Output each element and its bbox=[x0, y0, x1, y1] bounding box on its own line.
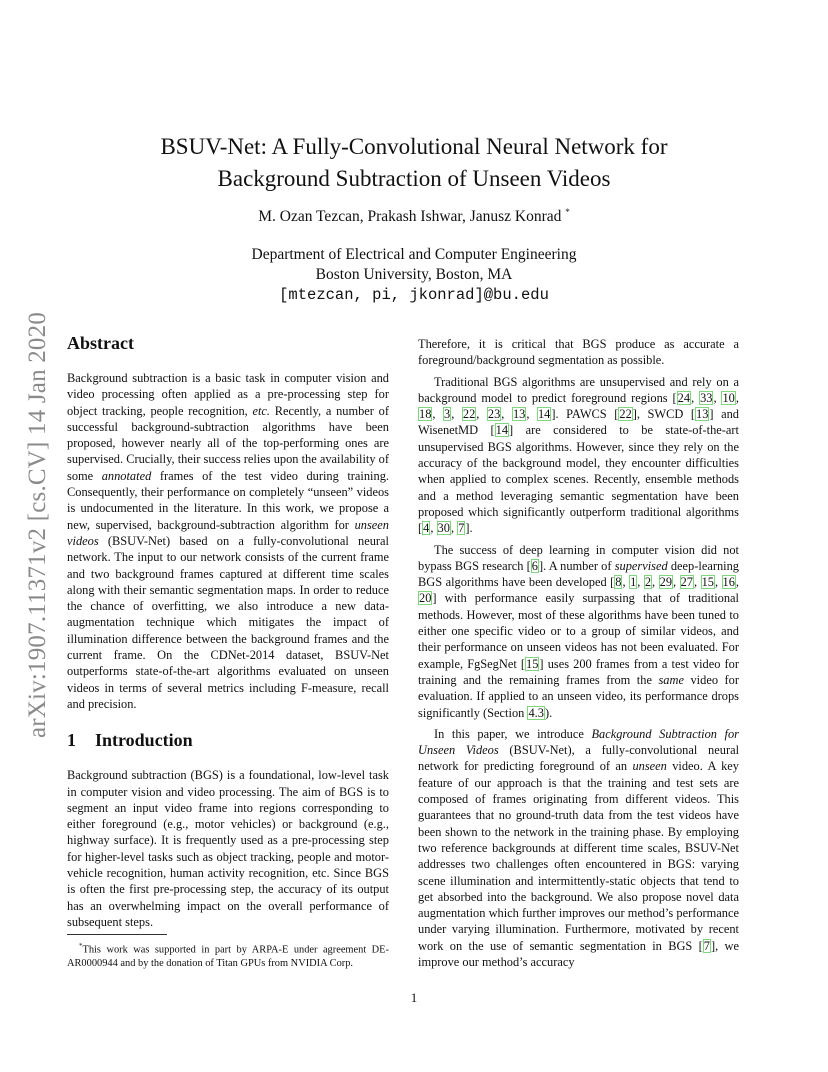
abstract-annotated: annotated bbox=[101, 468, 152, 483]
text: and WisenetMD bbox=[418, 407, 739, 438]
text: Traditional BGS algorithms are unsupervised and rely on a background model to predict foreground regions bbox=[418, 374, 739, 405]
citation-link[interactable]: 13 bbox=[512, 407, 526, 422]
page-number: 1 bbox=[410, 990, 418, 1005]
citation-link[interactable]: 14 bbox=[495, 423, 509, 438]
text: video. A key feature of our approach is that the training and test sets are composed of frames originating from different videos. This guarantees that no ground-truth data from the test videos have been shown to the network in the training phase. By employing two reference backgrounds at different time scales, BSUV-Net addresses two challenges often encountered in BGS: varying scene illumination and intermittently-static objects that tend to get absorbed into the background. We also propose novel data augmentation which further improves our method’s performance under varying illumination. Furthermore, motivated by recent work on the use of semantic segmentation in BGS bbox=[418, 759, 739, 953]
footnote bbox=[67, 940, 389, 970]
section-title-text: Introduction bbox=[95, 730, 193, 751]
citation-link[interactable]: 27 bbox=[680, 575, 693, 590]
citation-link[interactable]: 8 bbox=[615, 575, 622, 590]
affiliation-department: Department of Electrical and Computer Engineering bbox=[251, 246, 577, 263]
section-number: 1 bbox=[67, 730, 76, 751]
author-footnote-mark: * bbox=[565, 207, 570, 217]
right-paragraph-1: Therefore, it is critical that BGS produce as accurate a foreground/background segmentation as possible. bbox=[418, 337, 739, 368]
citation-link[interactable]: 13 bbox=[696, 407, 709, 422]
arxiv-stamp-text: arXiv:1907.11371v2 [cs.CV] 14 Jan 2020 bbox=[24, 311, 52, 739]
text: ). bbox=[544, 705, 553, 720]
introduction-heading bbox=[67, 729, 389, 751]
citation-link[interactable]: 10 bbox=[722, 390, 735, 405]
authors-text: M. Ozan Tezcan, Prakash Ishwar, Janusz Konrad bbox=[258, 208, 562, 226]
citation-link[interactable]: 3 bbox=[444, 407, 451, 422]
affiliation bbox=[100, 245, 728, 305]
title-line-1: BSUV-Net: A Fully-Convolutional Neural Network for bbox=[160, 134, 668, 159]
citation-link[interactable]: 29 bbox=[659, 575, 673, 590]
citation-link[interactable]: 22 bbox=[619, 407, 632, 422]
text: In this paper, we introduce bbox=[434, 726, 592, 741]
text: , we improve our method’s accuracy bbox=[418, 938, 739, 969]
text: uses 200 frames from a test video for training and the remaining frames from the bbox=[418, 656, 739, 687]
left-column bbox=[67, 332, 389, 930]
citation-link[interactable]: 1 bbox=[630, 575, 637, 590]
footnote-rule bbox=[67, 934, 167, 935]
citation-link[interactable]: 30 bbox=[437, 521, 450, 536]
author-emails: [mtezcan, pi, jkonrad]@bu.edu bbox=[279, 286, 549, 304]
abstract-heading: Abstract bbox=[67, 333, 134, 353]
abstract-body bbox=[67, 370, 389, 712]
citation-link[interactable]: 15 bbox=[701, 575, 714, 590]
author-list bbox=[100, 207, 728, 226]
abstract-etc: etc. bbox=[252, 403, 271, 418]
citation-link[interactable]: 7 bbox=[458, 521, 465, 536]
citation-link[interactable]: 15 bbox=[526, 656, 539, 671]
footnote-text: This work was supported in part by ARPA-E under agreement DE-AR0000944 and by the donation of Titan GPUs from NVIDIA Corp. bbox=[67, 944, 389, 969]
abstract-unseen-videos: unseen videos bbox=[67, 517, 389, 548]
right-paragraph-3: The success of deep learning in computer vision did not bypass BGS research [6]. A number of supervised deep-learning BGS algorithms have been developed [8, 1, 2, 29, 27, 15, 16, 20] with performance easily surpassing that of traditional methods. However, most of these algorithms have been tuned to either one specific video or to a group of similar videos, and their performance on unseen videos has not been evaluated. For example, FgSegNet [15] uses 200 frames from a test video for training and the remaining frames from the same video for evaluation. If applied to an unseen video, its performance drops significantly (Section 4.3). bbox=[418, 542, 740, 720]
paper-title bbox=[100, 131, 728, 195]
emphasis: unseen bbox=[632, 759, 667, 774]
section-link[interactable]: 4.3 bbox=[528, 705, 544, 720]
right-paragraph-2: Traditional BGS algorithms are unsupervised and rely on a background model to predict foreground regions [24, 33, 10, 18, 3, 22, 23, 13, 14]. PAWCS [22], SWCD [13] and WisenetMD [14] are considered to be state-of-the-art unsupervised BGS algorithms. However, since they rely on the accuracy of the background model, they encounter difficulties when applied to complex scenes. Recently, ensemble methods and a method leveraging semantic segmentation have been proposed which significantly outperform traditional algorithms [4, 30, 7]. bbox=[418, 374, 739, 536]
text: . bbox=[469, 521, 473, 536]
title-line-2: Background Subtraction of Unseen Videos bbox=[217, 166, 611, 191]
citation-link[interactable]: 16 bbox=[722, 575, 735, 590]
emphasis: Background Subtraction for Unseen Videos bbox=[418, 726, 740, 758]
text: (BSUV-Net), a fully-convolutional neural network for predicting foreground of an bbox=[418, 743, 740, 774]
footnote-mark: * bbox=[79, 942, 83, 950]
citation-link[interactable]: 24 bbox=[677, 390, 691, 405]
citation-link[interactable]: 4 bbox=[423, 521, 430, 536]
citation-link[interactable]: 2 bbox=[644, 575, 652, 590]
citation-link[interactable]: 14 bbox=[537, 407, 551, 422]
abstract-text-1: Background subtraction is a basic task in computer vision and video processing often applied as a pre-processing step for object tracking, people recognition, bbox=[67, 371, 389, 418]
abstract-text-2: Recently, a number of successful background-subtraction algorithms have been proposed, however nearly all of the top-performing ones are supervised. Crucially, their success relies upon the availability of some bbox=[67, 403, 389, 483]
citation-link[interactable]: 7 bbox=[703, 938, 710, 953]
text: are considered to be state-of-the-art unsupervised BGS algorithms. However, since they rely on the accuracy of the background model, they encounter difficulties when applied to complex scenes. Recently, ensemble methods and a method leveraging semantic segmentation have been proposed which significantly outperform traditional algorithms bbox=[418, 423, 739, 519]
abstract-text-4: (BSUV-Net) based on a fully-convolutional neural network. The input to our network consists of the current frame and two background frames captured at different time scales along with their semantic segmentation maps. In order to reduce the chance of overfitting, we also introduce a new data-augmentation technique which mitigates the impact of illumination difference between the background frames and the current frame. On the CDNet-2014 dataset, BSUV-Net outperforms state-of-the-art algorithms evaluated on unseen videos in terms of several metrics including F-measure, recall and precision. bbox=[67, 533, 389, 711]
right-paragraph-4: In this paper, we introduce Background Subtraction for Unseen Videos (BSUV-Net), a fully-convolutional neural network for predicting foreground of an unseen video. A key feature of our approach is that the training and test sets are composed of frames originating from different videos. This guarantees that no ground-truth data from the test videos have been shown to the network in the training phase. By employing two reference backgrounds at different time scales, BSUV-Net addresses two challenges often encountered in BGS: varying scene illumination and intermittently-static objects that tend to get absorbed into the background. We also propose novel data augmentation which further improves our method’s performance under varying illumination. Furthermore, motivated by recent work on the use of semantic segmentation in BGS [7], we improve our method’s accuracy bbox=[418, 726, 740, 969]
text: , SWCD bbox=[636, 407, 691, 422]
text: . PAWCS bbox=[555, 407, 615, 422]
citation-link[interactable]: 23 bbox=[487, 407, 501, 422]
intro-paragraph-left: Background subtraction (BGS) is a foundational, low-level task in computer vision and video processing. The aim of BGS is to segment an input video frame into regions corresponding to either foreground (e.g., motor vehicles) or background (e.g., highway surface). It is frequently used as a pre-processing step for higher-level tasks such as object tracking, people and motor-vehicle recognition, human activity recognition, etc. Since BGS is often the first pre-processing step, the accuracy of its output has an overwhelming impact on the overall performance of subsequent steps. bbox=[67, 768, 389, 929]
arxiv-stamp bbox=[18, 290, 58, 760]
citation-link[interactable]: 33 bbox=[700, 390, 713, 405]
right-column bbox=[418, 336, 739, 975]
citation-link[interactable]: 6 bbox=[531, 558, 538, 573]
text: video for evaluation. If applied to an unseen video, its performance drops significantly (Section bbox=[418, 672, 739, 720]
citation-link[interactable]: 18 bbox=[419, 407, 432, 422]
text: . A number of bbox=[543, 558, 615, 573]
abstract-paragraph bbox=[67, 370, 389, 712]
emphasis: supervised bbox=[614, 558, 668, 573]
affiliation-location: Boston University, Boston, MA bbox=[315, 266, 513, 283]
emphasis: same bbox=[658, 672, 684, 687]
abstract-text-3: frames of the test video during training. Consequently, their performance on completely “unseen” videos is undocumented in the literature. In this work, we propose a new, supervised, background-subtraction algorithm for bbox=[67, 468, 389, 532]
citation-link[interactable]: 20 bbox=[419, 591, 432, 606]
citation-link[interactable]: 22 bbox=[462, 407, 476, 422]
text: with performance easily surpassing that of traditional methods. However, most of these algorithms have been tuned to either one specific video or to a group of similar videos, and their performance on unseen videos has not been evaluated. For example, FgSegNet bbox=[418, 591, 739, 671]
text: deep-learning BGS algorithms have been developed bbox=[418, 558, 739, 590]
text: The success of deep learning in computer vision did not bypass BGS research bbox=[418, 542, 739, 573]
